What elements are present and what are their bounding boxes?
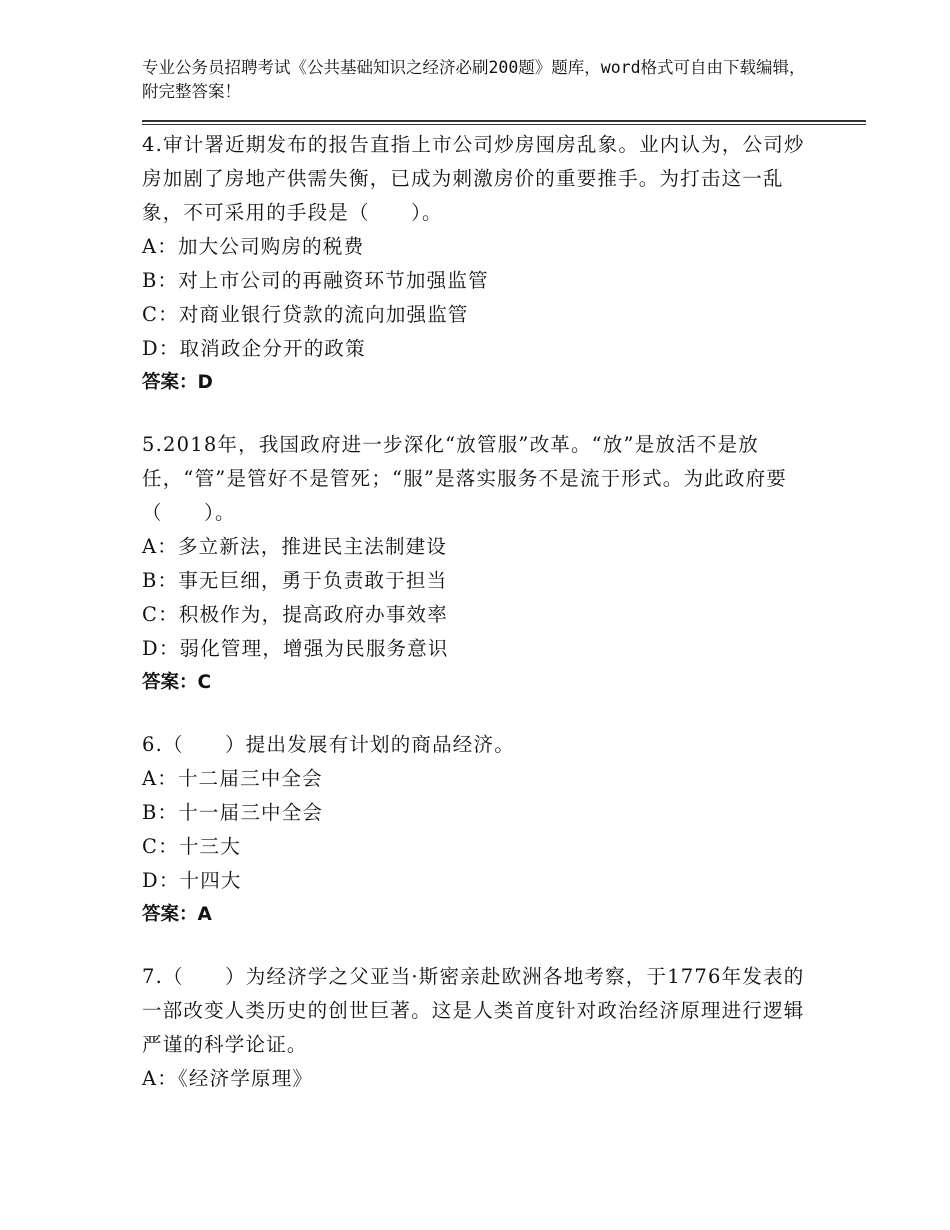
option-d: D：弱化管理，增强为民服务意识 [142, 637, 449, 660]
option-a: A：加大公司购房的税费 [142, 235, 365, 258]
question-stem: 7.（ ）为经济学之父亚当·斯密亲赴欧洲各地考察，于1776年发表的一部改变人类历史的创世巨著。这是人类首度针对政治经济原理进行逻辑严谨的科学论证。 [142, 965, 805, 1056]
option-d: D：十四大 [142, 869, 242, 892]
header-rule-thin [142, 124, 866, 125]
option-a: A：《经济学原理》 [142, 1067, 314, 1090]
question-stem: 4.审计署近期发布的报告直指上市公司炒房囤房乱象。业内认为，公司炒房加剧了房地产供需失衡，已成为刺激房价的重要推手。为打击这一乱象，不可采用的手段是（ ）。 [142, 133, 805, 224]
option-a: A：十二届三中全会 [142, 767, 323, 790]
question-6 [142, 728, 812, 932]
question-stem: 6.（ ）提出发展有计划的商品经济。 [142, 733, 515, 756]
option-b: B：事无巨细，勇于负责敢于担当 [142, 569, 448, 592]
answer-label: 答案：D [142, 372, 213, 393]
answer-label: 答案：A [142, 904, 212, 925]
option-c: C：对商业银行贷款的流向加强监管 [142, 303, 469, 326]
question-7 [142, 960, 812, 1096]
option-a: A：多立新法，推进民主法制建设 [142, 535, 448, 558]
question-list [142, 128, 812, 1124]
document-header: 专业公务员招聘考试《公共基础知识之经济必刷200题》题库，word格式可自由下载编辑，附完整答案！ [142, 58, 806, 101]
option-c: C：十三大 [142, 835, 241, 858]
answer-label: 答案：C [142, 672, 212, 693]
question-4 [142, 128, 812, 400]
option-c: C：积极作为，提高政府办事效率 [142, 603, 448, 626]
header-rule-thick [142, 120, 866, 122]
option-b: B：十一届三中全会 [142, 801, 324, 824]
question-stem: 5.2018年，我国政府进一步深化“放管服”改革。“放”是放活不是放任，“管”是管好不是管死；“服”是落实服务不是流于形式。为此政府要（ ）。 [142, 433, 787, 524]
question-5 [142, 428, 812, 700]
option-d: D：取消政企分开的政策 [142, 337, 366, 360]
option-b: B：对上市公司的再融资环节加强监管 [142, 269, 489, 292]
